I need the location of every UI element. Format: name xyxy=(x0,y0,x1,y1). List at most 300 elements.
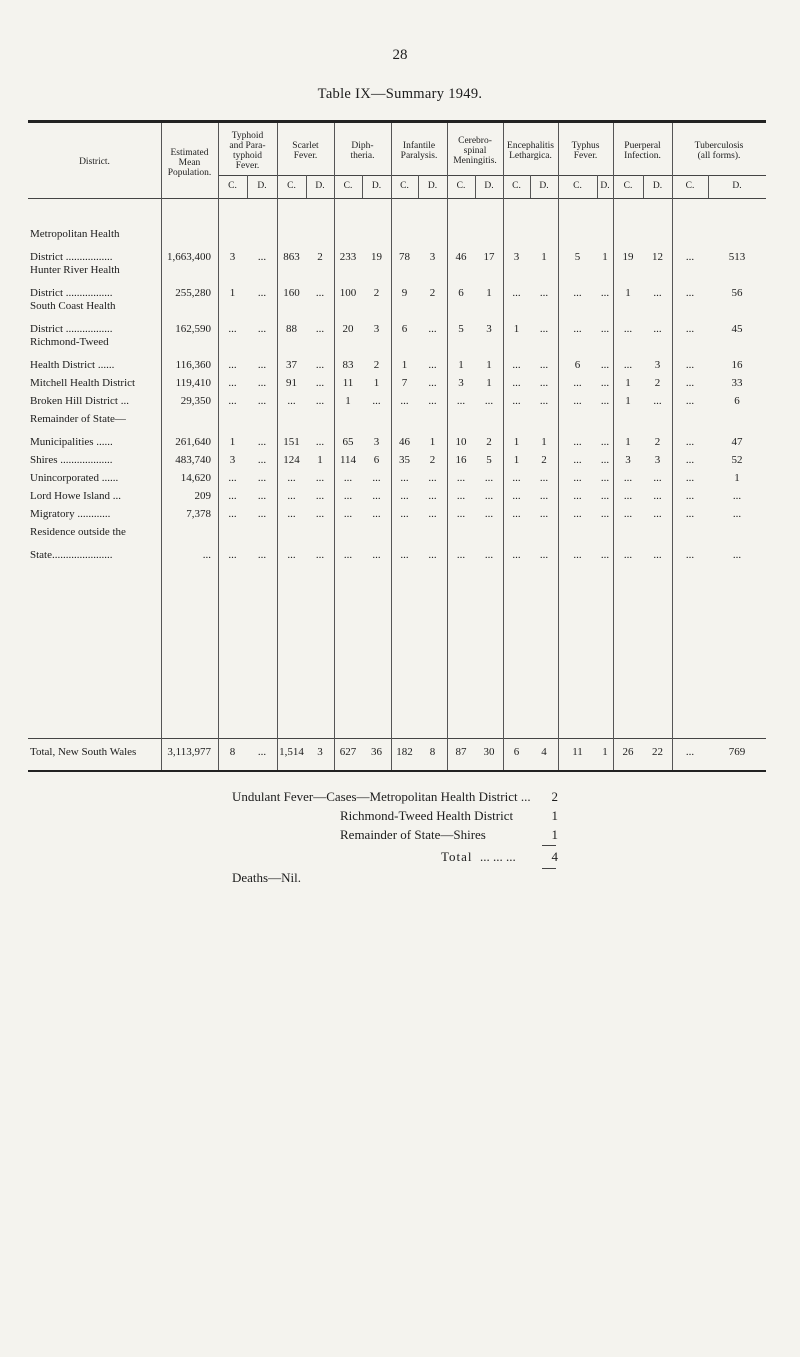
table-cell: ... xyxy=(623,323,633,335)
note-heading-value: 2 xyxy=(551,789,558,804)
table-cell: ... xyxy=(623,508,633,520)
table-cell: 65 xyxy=(342,436,354,448)
table-cell: ... xyxy=(600,472,610,484)
table-cell: 46 xyxy=(455,251,467,263)
table-cell: ... xyxy=(573,287,582,299)
table-cell: ... xyxy=(228,377,237,389)
table-cell: 124 xyxy=(283,454,300,466)
table-cell: 5 xyxy=(574,251,581,263)
district-name: Municipalities ...... xyxy=(30,436,113,448)
table-cell: 160 xyxy=(283,287,300,299)
table-cell: ... xyxy=(257,454,267,466)
district-name: Broken Hill District ... xyxy=(30,395,129,407)
table-cell: 3 xyxy=(458,377,464,389)
table-cell: 16 xyxy=(455,454,467,466)
table-cell: 863 xyxy=(283,251,300,263)
table-cell: ... xyxy=(685,508,695,520)
table-cell: ... xyxy=(257,359,267,371)
table-cell: ... xyxy=(228,472,237,484)
table-cell: ... xyxy=(685,323,695,335)
table-cell: 78 xyxy=(399,251,410,263)
header-deaths-label: D. xyxy=(484,181,494,191)
district-name: State...................... xyxy=(30,549,113,561)
table-cell: 1 xyxy=(458,359,464,371)
header-disease: Cerebro- spinal Meningitis. xyxy=(453,136,497,166)
table-cell: 2 xyxy=(317,251,323,263)
table-cell: ... xyxy=(685,436,695,448)
header-cases-label: C. xyxy=(623,181,633,191)
population-value: 162,590 xyxy=(175,323,211,335)
table-cell: ... xyxy=(653,508,662,520)
table-cell: ... xyxy=(228,395,237,407)
table-cell: ... xyxy=(257,549,267,561)
table-cell: 88 xyxy=(286,323,297,335)
table-cell: ... xyxy=(685,490,695,502)
table-cell: ... xyxy=(685,549,695,561)
table-cell: 56 xyxy=(731,287,743,299)
table-top-rule xyxy=(28,120,766,123)
table-cell: ... xyxy=(653,549,662,561)
total-cell: 182 xyxy=(396,746,413,758)
table-cell: 3 xyxy=(654,454,661,466)
table-cell: ... xyxy=(600,490,610,502)
table-cell: ... xyxy=(456,472,466,484)
total-cell: 6 xyxy=(513,746,520,758)
table-cell: 19 xyxy=(371,251,382,263)
table-cell: ... xyxy=(372,472,381,484)
header-cases-label: C. xyxy=(456,181,466,191)
total-cell: 8 xyxy=(429,746,436,758)
table-cell: ... xyxy=(315,490,325,502)
table-cell: ... xyxy=(653,323,662,335)
table-cell: ... xyxy=(456,549,466,561)
header-deaths-label: D. xyxy=(427,181,438,191)
table-cell: 3 xyxy=(373,323,380,335)
total-cell: 36 xyxy=(371,746,382,758)
table-cell: 1 xyxy=(486,359,492,371)
table-cell: ... xyxy=(573,323,582,335)
table-cell: 20 xyxy=(342,323,354,335)
header-cases-label: C. xyxy=(685,181,695,191)
table-cell: ... xyxy=(539,549,549,561)
table-cell: 1 xyxy=(513,323,520,335)
table-cell: ... xyxy=(539,323,549,335)
table-cell: 114 xyxy=(339,454,357,466)
total-cell: 1,514 xyxy=(279,746,304,758)
table-cell: ... xyxy=(287,508,296,520)
table-cell: 2 xyxy=(429,287,436,299)
header-disease: Diph- theria. xyxy=(350,141,375,161)
table-cell: ... xyxy=(400,395,409,407)
header-deaths-label: D. xyxy=(652,181,663,191)
table-cell: 1 xyxy=(345,395,351,407)
note-line-shires: Remainder of State—Shires xyxy=(340,827,486,842)
table-cell: ... xyxy=(732,508,742,520)
table-cell: ... xyxy=(573,377,582,389)
table-cell: ... xyxy=(315,472,325,484)
table-cell: 233 xyxy=(339,251,357,263)
total-cell: 22 xyxy=(652,746,663,758)
table-cell: ... xyxy=(539,287,549,299)
district-name: Metropolitan Health xyxy=(30,228,120,240)
total-population: 3,113,977 xyxy=(167,746,211,758)
table-cell: 45 xyxy=(731,323,743,335)
table-cell: 46 xyxy=(399,436,410,448)
table-cell: ... xyxy=(573,549,582,561)
table-cell: ... xyxy=(257,251,267,263)
table-cell: ... xyxy=(600,377,610,389)
table-cell: ... xyxy=(685,359,695,371)
table-bottom-rule xyxy=(28,770,766,772)
note-total-rule xyxy=(542,868,556,869)
table-cell: 6 xyxy=(373,454,380,466)
table-cell: ... xyxy=(732,490,742,502)
table-cell: 3 xyxy=(429,251,436,263)
table-cell: ... xyxy=(428,377,437,389)
table-cell: ... xyxy=(287,395,296,407)
table-cell: ... xyxy=(428,490,437,502)
table-cell: ... xyxy=(512,377,521,389)
table-cell: ... xyxy=(685,251,695,263)
table-cell: 10 xyxy=(455,436,467,448)
table-cell: 11 xyxy=(342,377,354,389)
table-cell: 2 xyxy=(486,436,492,448)
table-cell: ... xyxy=(600,549,610,561)
population-value: 1,663,400 xyxy=(167,251,211,263)
total-cell: 87 xyxy=(455,746,467,758)
note-sum-rule xyxy=(542,845,556,846)
table-cell: 6 xyxy=(458,287,464,299)
table-cell: ... xyxy=(287,472,296,484)
population-value: 7,378 xyxy=(186,508,211,520)
total-divider xyxy=(28,738,766,739)
header-deaths-label: D. xyxy=(257,181,267,191)
table-cell: ... xyxy=(456,395,466,407)
table-cell: 1 xyxy=(513,436,520,448)
table-cell: ... xyxy=(343,472,353,484)
table-cell: ... xyxy=(653,287,662,299)
table-cell: ... xyxy=(372,549,381,561)
table-cell: 3 xyxy=(229,251,236,263)
table-cell: ... xyxy=(539,359,549,371)
table-cell: 3 xyxy=(486,323,492,335)
table-cell: 2 xyxy=(373,287,380,299)
note-line-shires-value: 1 xyxy=(551,827,558,842)
table-cell: ... xyxy=(400,490,409,502)
table-cell: ... xyxy=(428,472,437,484)
total-cell: ... xyxy=(257,746,267,758)
table-cell: ... xyxy=(428,395,437,407)
table-cell: 37 xyxy=(286,359,297,371)
header-deaths-label: D. xyxy=(600,181,610,191)
district-name: District ................. xyxy=(30,323,113,335)
table-cell: ... xyxy=(315,549,325,561)
table-cell: ... xyxy=(315,377,325,389)
table-cell: ... xyxy=(600,508,610,520)
header-disease: Typhoid and Para- typhoid Fever. xyxy=(229,131,266,171)
population-value: 29,350 xyxy=(180,395,211,407)
table-cell: ... xyxy=(343,549,353,561)
table-cell: ... xyxy=(685,395,695,407)
header-disease: Encephalitis Lethargica. xyxy=(507,141,554,161)
population-value: 483,740 xyxy=(175,454,211,466)
table-cell: ... xyxy=(685,454,695,466)
header-cases-label: C. xyxy=(343,181,353,191)
table-cell: 35 xyxy=(399,454,410,466)
table-cell: 7 xyxy=(401,377,408,389)
header-district: District. xyxy=(79,157,110,167)
district-name: Migratory ............ xyxy=(30,508,111,520)
table-cell: ... xyxy=(428,508,437,520)
table-cell: 1 xyxy=(513,454,520,466)
table-cell: ... xyxy=(653,395,662,407)
table-cell: ... xyxy=(257,508,267,520)
header-disease: Puerperal Infection. xyxy=(624,141,661,161)
table-cell: ... xyxy=(484,490,494,502)
table-cell: 6 xyxy=(401,323,408,335)
table-cell: ... xyxy=(372,395,381,407)
header-disease: Scarlet Fever. xyxy=(292,141,319,161)
table-cell: ... xyxy=(257,472,267,484)
district-name: Unincorporated ...... xyxy=(30,472,119,484)
population-value: 255,280 xyxy=(175,287,211,299)
table-cell: 1 xyxy=(429,436,436,448)
page-number: 28 xyxy=(392,47,408,63)
table-title: Table IX—Summary 1949. xyxy=(317,86,483,102)
table-cell: 19 xyxy=(622,251,634,263)
table-cell: 3 xyxy=(625,454,631,466)
note-line-richmond: Richmond-Tweed Health District xyxy=(340,808,514,823)
table-cell: ... xyxy=(600,436,610,448)
table-cell: ... xyxy=(484,395,494,407)
table-cell: ... xyxy=(600,454,610,466)
district-name: Richmond-Tweed xyxy=(30,336,109,348)
header-cases-label: C. xyxy=(287,181,296,191)
table-cell: ... xyxy=(484,508,494,520)
table-cell: ... xyxy=(512,549,521,561)
table-cell: ... xyxy=(315,359,325,371)
table-cell: ... xyxy=(257,323,267,335)
total-cell: 769 xyxy=(728,746,746,758)
table-cell: 2 xyxy=(373,359,380,371)
header-divider xyxy=(218,175,766,176)
note-line-richmond-value: 1 xyxy=(551,808,558,823)
table-cell: ... xyxy=(228,490,237,502)
note-deaths: Deaths—Nil. xyxy=(232,870,301,885)
subheader-divider xyxy=(28,198,766,199)
header-cases-label: C. xyxy=(573,181,582,191)
total-cell: 4 xyxy=(541,746,547,758)
table-cell: ... xyxy=(315,287,325,299)
table-cell: ... xyxy=(685,287,695,299)
table-cell: ... xyxy=(539,508,549,520)
table-cell: ... xyxy=(573,508,582,520)
table-cell: 52 xyxy=(731,454,743,466)
table-cell: 1 xyxy=(229,436,236,448)
total-cell: ... xyxy=(685,746,695,758)
table-cell: ... xyxy=(573,436,582,448)
table-cell: ... xyxy=(257,490,267,502)
table-cell: ... xyxy=(484,549,494,561)
table-cell: ... xyxy=(287,490,296,502)
table-cell: ... xyxy=(257,377,267,389)
table-cell: 3 xyxy=(513,251,520,263)
table-cell: ... xyxy=(315,395,325,407)
table-cell: ... xyxy=(400,549,409,561)
table-cell: 1 xyxy=(625,377,631,389)
district-name: Mitchell Health District xyxy=(30,377,136,389)
table-cell: ... xyxy=(512,359,521,371)
total-cell: 26 xyxy=(622,746,634,758)
table-cell: 5 xyxy=(458,323,464,335)
total-label: Total, New South Wales xyxy=(30,746,137,758)
district-name: District ................. xyxy=(30,287,113,299)
table-cell: ... xyxy=(539,472,549,484)
table-cell: ... xyxy=(343,508,353,520)
note-heading: Undulant Fever—Cases—Metropolitan Health District ... xyxy=(232,789,531,804)
table-cell: ... xyxy=(653,472,662,484)
table-cell: 2 xyxy=(429,454,436,466)
table-cell: 1 xyxy=(734,472,740,484)
district-name: Hunter River Health xyxy=(30,264,120,276)
district-name: District ................. xyxy=(30,251,113,263)
table-cell: ... xyxy=(600,359,610,371)
population-value: 261,640 xyxy=(175,436,211,448)
total-cell: 8 xyxy=(229,746,236,758)
table-cell: ... xyxy=(428,549,437,561)
table-cell: 100 xyxy=(339,287,357,299)
table-cell: 513 xyxy=(728,251,746,263)
total-cell: 30 xyxy=(483,746,495,758)
table-cell: ... xyxy=(400,508,409,520)
table-cell: 6 xyxy=(574,359,581,371)
table-cell: 1 xyxy=(229,287,236,299)
table-cell: ... xyxy=(257,436,267,448)
table-cell: ... xyxy=(456,508,466,520)
table-cell: ... xyxy=(573,454,582,466)
table-cell: ... xyxy=(573,395,582,407)
table-cell: ... xyxy=(600,395,610,407)
header-disease: Tuberculosis (all forms). xyxy=(694,141,744,161)
table-cell: ... xyxy=(623,472,633,484)
table-cell: ... xyxy=(600,323,610,335)
district-name: South Coast Health xyxy=(30,300,116,312)
table-cell: ... xyxy=(428,359,437,371)
total-cell: 627 xyxy=(339,746,357,758)
table-cell: 1 xyxy=(541,436,547,448)
header-deaths-label: D. xyxy=(315,181,325,191)
table-cell: 1 xyxy=(317,454,323,466)
population-value: 209 xyxy=(194,490,211,502)
population-value: 116,360 xyxy=(175,359,211,371)
total-cell: 3 xyxy=(317,746,323,758)
table-cell: 2 xyxy=(654,436,661,448)
header-disease: Typhus Fever. xyxy=(571,141,600,161)
table-cell: 16 xyxy=(731,359,743,371)
table-cell: ... xyxy=(228,359,237,371)
table-cell: ... xyxy=(653,490,662,502)
table-cell: 83 xyxy=(342,359,354,371)
note-total-label: Total xyxy=(441,849,473,864)
table-cell: 6 xyxy=(734,395,740,407)
table-cell: ... xyxy=(372,508,381,520)
note-total-value: 4 xyxy=(551,849,558,864)
table-cell: ... xyxy=(456,490,466,502)
table-cell: 1 xyxy=(486,287,492,299)
table-cell: 3 xyxy=(654,359,661,371)
table-cell: 1 xyxy=(373,377,380,389)
table-cell: ... xyxy=(512,490,521,502)
population-value: ... xyxy=(202,549,211,561)
total-cell: 11 xyxy=(572,746,583,758)
table-cell: ... xyxy=(685,472,695,484)
header-deaths-label: D. xyxy=(732,181,742,191)
header-disease: Infantile Paralysis. xyxy=(400,141,438,161)
header-deaths-label: D. xyxy=(371,181,382,191)
table-cell: 17 xyxy=(483,251,495,263)
table-cell: ... xyxy=(623,490,633,502)
table-cell: ... xyxy=(257,287,267,299)
district-name: Health District ...... xyxy=(30,359,115,371)
table-cell: ... xyxy=(539,490,549,502)
district-name: Lord Howe Island ... xyxy=(30,490,122,502)
table-cell: 9 xyxy=(401,287,408,299)
header-cases-label: C. xyxy=(228,181,237,191)
table-cell: ... xyxy=(315,323,325,335)
table-cell: ... xyxy=(539,377,549,389)
note-total-dots: ... ... ... xyxy=(480,849,516,864)
table-cell: ... xyxy=(600,287,610,299)
table-cell: ... xyxy=(573,472,582,484)
table-cell: 91 xyxy=(286,377,297,389)
table-cell: ... xyxy=(685,377,695,389)
table-cell: 1 xyxy=(625,287,631,299)
district-name: Shires ................... xyxy=(30,454,113,466)
table-cell: 33 xyxy=(731,377,743,389)
table-cell: 2 xyxy=(654,377,661,389)
table-cell: ... xyxy=(623,359,633,371)
table-cell: ... xyxy=(257,395,267,407)
header-population: Estimated Mean Population. xyxy=(167,148,212,178)
table-cell: 151 xyxy=(283,436,300,448)
header-cases-label: C. xyxy=(400,181,409,191)
table-cell: ... xyxy=(732,549,742,561)
table-cell: 3 xyxy=(373,436,380,448)
table-cell: 12 xyxy=(652,251,663,263)
table-cell: 1 xyxy=(486,377,492,389)
table-cell: 47 xyxy=(731,436,743,448)
table-cell: 1 xyxy=(625,395,631,407)
table-cell: ... xyxy=(228,508,237,520)
total-cell: 1 xyxy=(602,746,608,758)
table-cell: 1 xyxy=(625,436,631,448)
table-cell: ... xyxy=(228,323,237,335)
table-cell: 1 xyxy=(541,251,547,263)
table-cell: ... xyxy=(484,472,494,484)
table-cell: ... xyxy=(428,323,437,335)
table-cell: ... xyxy=(315,436,325,448)
table-cell: ... xyxy=(512,472,521,484)
table-cell: ... xyxy=(343,490,353,502)
population-value: 14,620 xyxy=(180,472,211,484)
district-name: Residence outside the xyxy=(30,526,126,538)
table-cell: ... xyxy=(539,395,549,407)
table-cell: ... xyxy=(623,549,633,561)
table-cell: 3 xyxy=(229,454,236,466)
table-cell: ... xyxy=(512,395,521,407)
table-cell: ... xyxy=(512,508,521,520)
table-cell: ... xyxy=(315,508,325,520)
